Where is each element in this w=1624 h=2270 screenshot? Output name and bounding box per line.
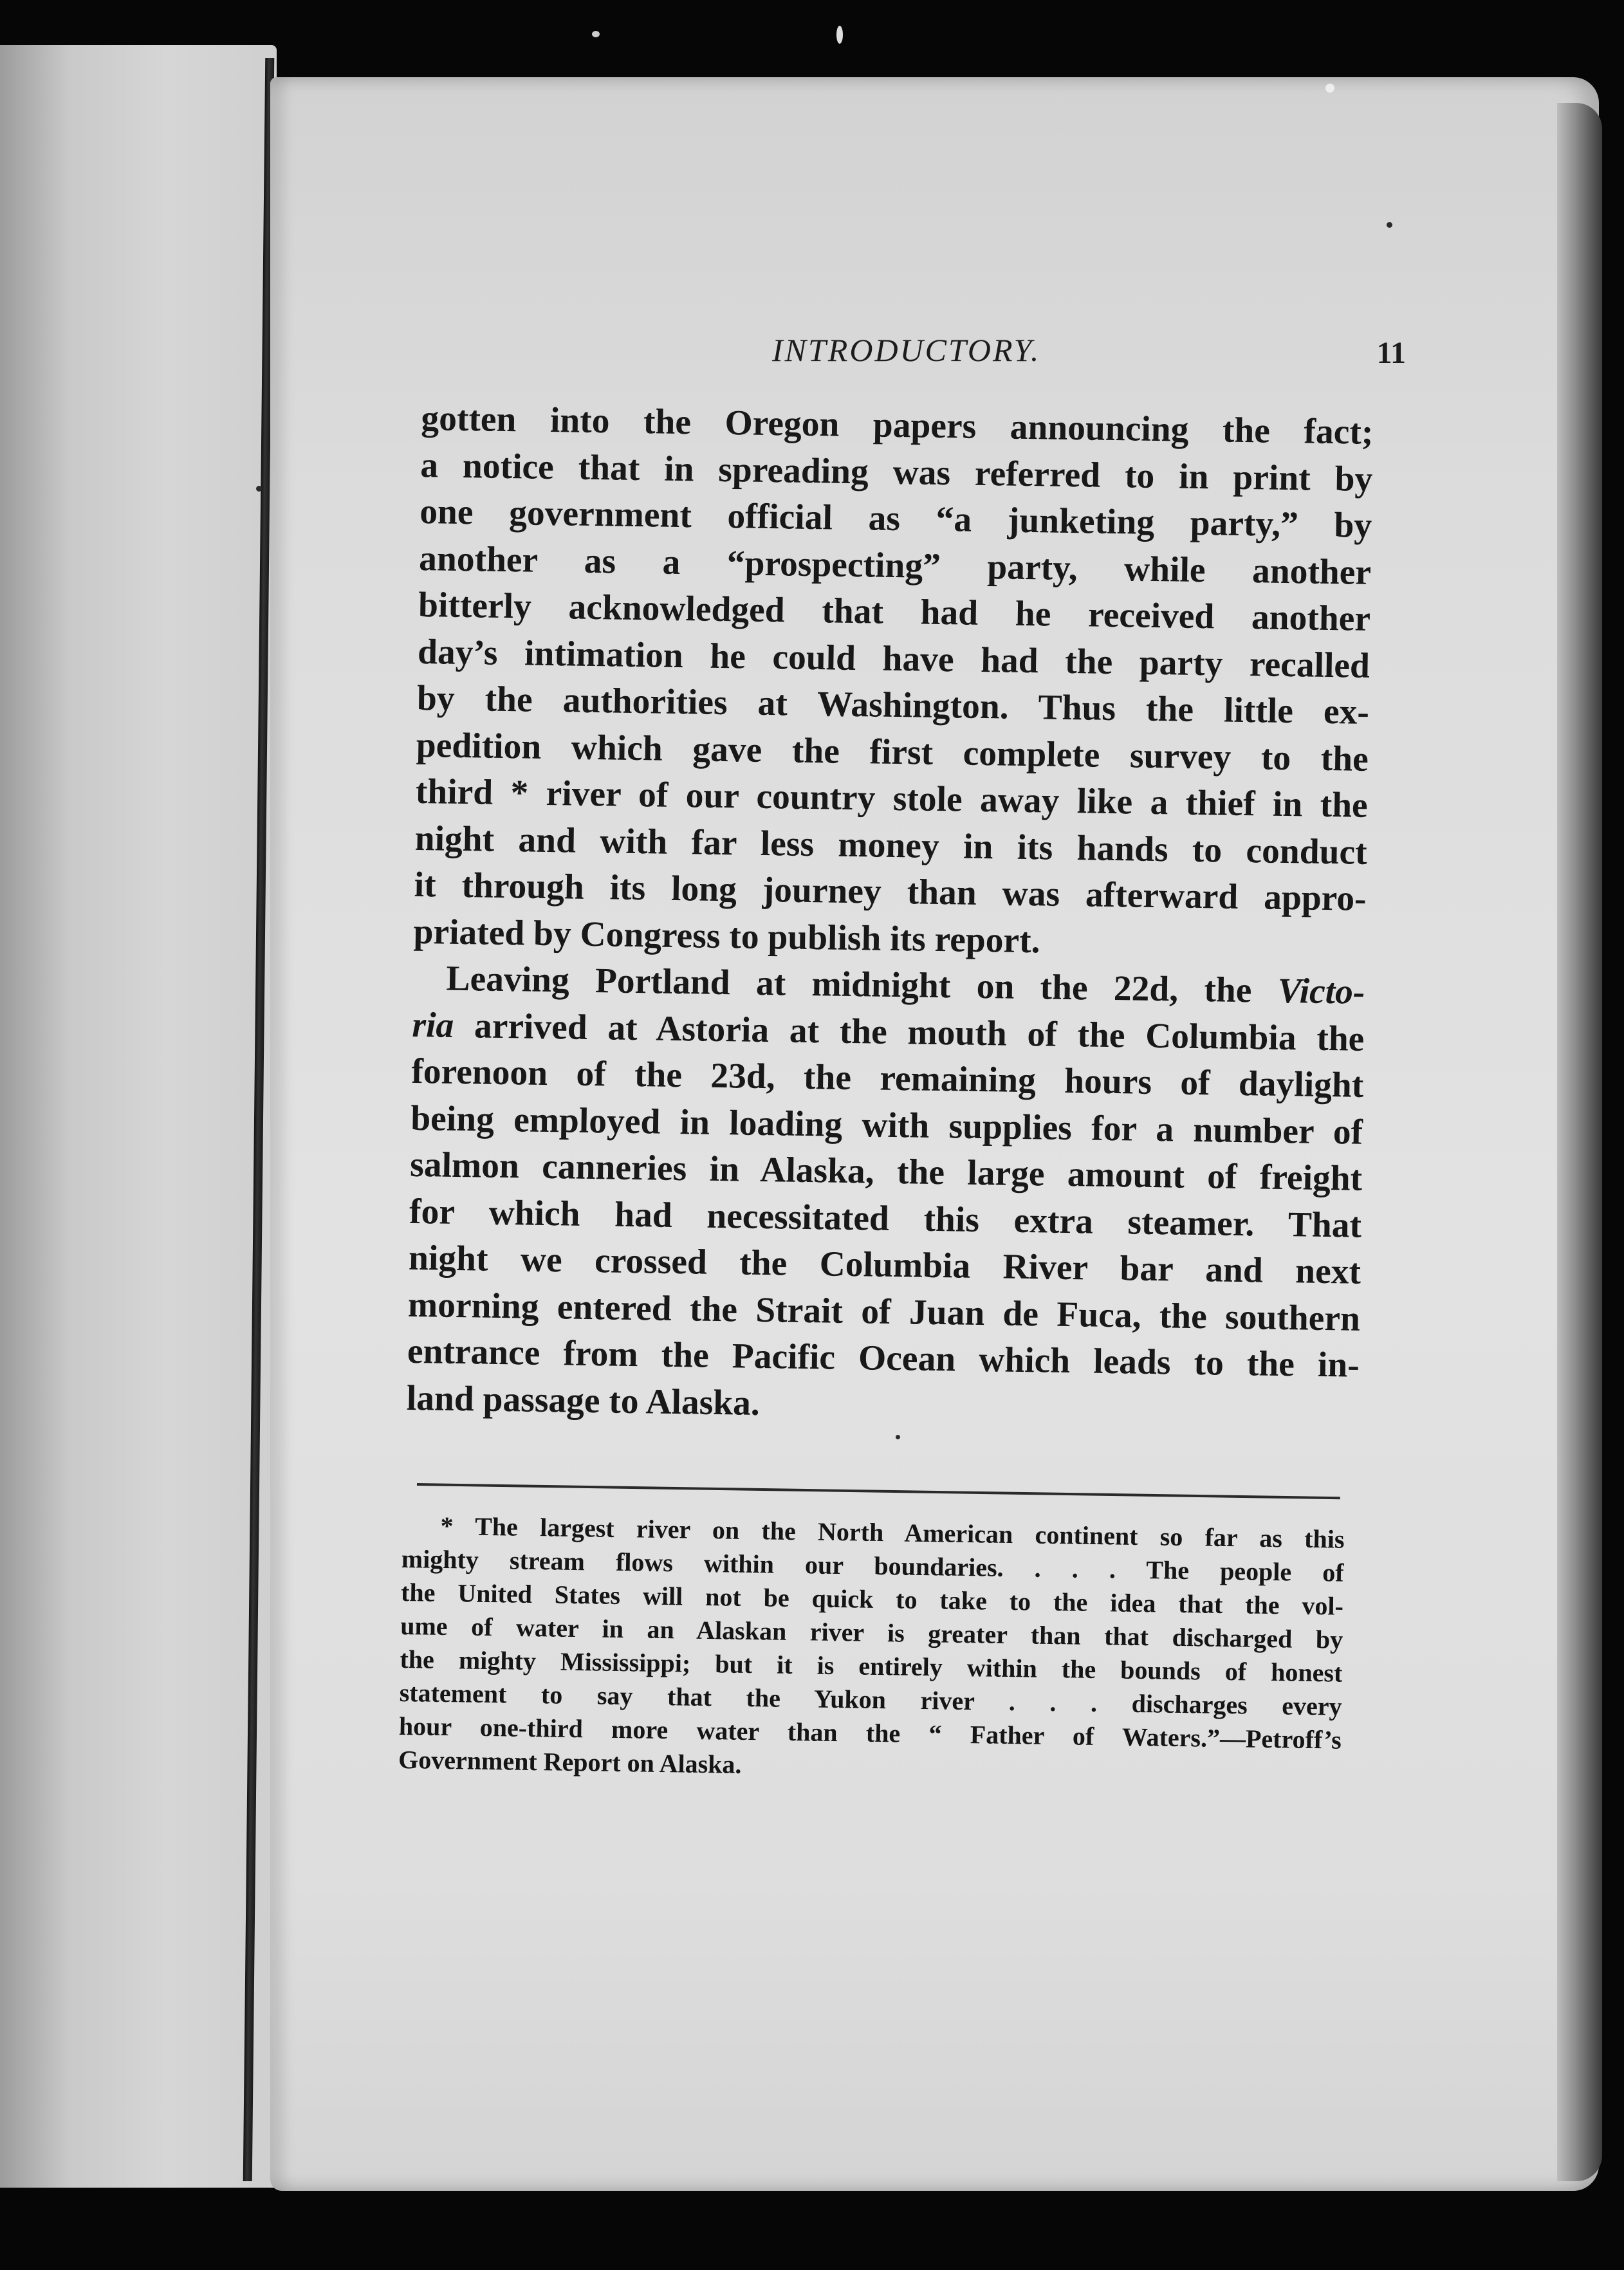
footnote-line: the mighty Mississippi; but it is entirely within the bounds of honest bbox=[400, 1644, 1343, 1688]
text-line: morning entered the Strait of Juan de Fuca, the southern bbox=[407, 1285, 1361, 1339]
text-line: third * river of our country stole away like a thief in the bbox=[415, 771, 1369, 826]
dust-speck bbox=[1387, 222, 1392, 228]
text-line: another as a “prospecting” party, while another bbox=[418, 539, 1372, 593]
text-line: priated by Congress to publish its report. bbox=[413, 912, 1040, 961]
text-line: for which had necessitated this extra steamer. That bbox=[409, 1192, 1362, 1246]
text-line: night and with far less money in its hands to conduct bbox=[414, 818, 1368, 872]
text-line: land passage to Alaska. bbox=[406, 1378, 761, 1423]
page-header bbox=[425, 331, 1406, 383]
text-line: by the authorities at Washington. Thus the little ex- bbox=[416, 678, 1370, 732]
dust-speck bbox=[592, 31, 600, 37]
footnote-line: the United States will not be quick to take to the idea that the vol- bbox=[400, 1577, 1344, 1621]
footnote-line: statement to say that the Yukon river . . . discharges every bbox=[399, 1677, 1342, 1721]
text-line: being employed in loading with supplies for a number of bbox=[410, 1098, 1363, 1152]
text-line: pedition which gave the first complete survey to the bbox=[416, 725, 1369, 779]
facing-page-edge bbox=[0, 45, 277, 2188]
text-line: day’s intimation he could have had the party recalled bbox=[417, 632, 1370, 686]
dust-speck bbox=[836, 26, 843, 44]
text-line: Leaving Portland at midnight on the 22d, the Victo- bbox=[446, 959, 1365, 1012]
text-line: one government official as “a junketing party,” by bbox=[419, 492, 1372, 546]
text-line: entrance from the Pacific Ocean which leads to the in- bbox=[407, 1331, 1360, 1385]
text-line: night we crossed the Columbia River bar and next bbox=[408, 1238, 1361, 1292]
text-line: gotten into the Oregon papers announcing the fact; bbox=[421, 398, 1374, 452]
text-line: forenoon of the 23d, the remaining hours of daylight bbox=[411, 1051, 1364, 1105]
page-number: 11 bbox=[1376, 336, 1406, 370]
text-line: a notice that in spreading was referred to in print by bbox=[420, 445, 1373, 499]
page-fore-edge bbox=[1557, 103, 1602, 2181]
footnote bbox=[398, 1509, 1345, 1791]
main-text bbox=[406, 396, 1373, 1436]
dust-speck bbox=[1325, 84, 1334, 93]
footnote-line: * The largest river on the North American continent so far as this bbox=[440, 1511, 1345, 1554]
footnote-line: hour one-third more water than the “ Father of Waters.”—Petroff’s bbox=[398, 1711, 1342, 1755]
text-line: it through its long journey than was afterward appro- bbox=[414, 865, 1367, 919]
ship-name-italic: ria bbox=[412, 1005, 454, 1046]
text-line: salmon canneries in Alaska, the large amount of freight bbox=[409, 1145, 1363, 1199]
ship-name-italic: Victo- bbox=[1277, 971, 1365, 1012]
text-line: bitterly acknowledged that had he received another bbox=[418, 585, 1371, 639]
footnote-line: ume of water in an Alaskan river is greater than that discharged by bbox=[400, 1610, 1343, 1654]
running-head: INTRODUCTORY. bbox=[772, 332, 1041, 368]
footnote-line: mighty stream flows within our boundaries. . . . The people of bbox=[401, 1544, 1345, 1587]
text-line: ria arrived at Astoria at the mouth of the Columbia the bbox=[412, 1005, 1365, 1059]
dust-speck bbox=[896, 1435, 900, 1439]
dust-speck bbox=[256, 486, 262, 492]
footnote-line: Government Report on Alaska. bbox=[398, 1744, 742, 1779]
